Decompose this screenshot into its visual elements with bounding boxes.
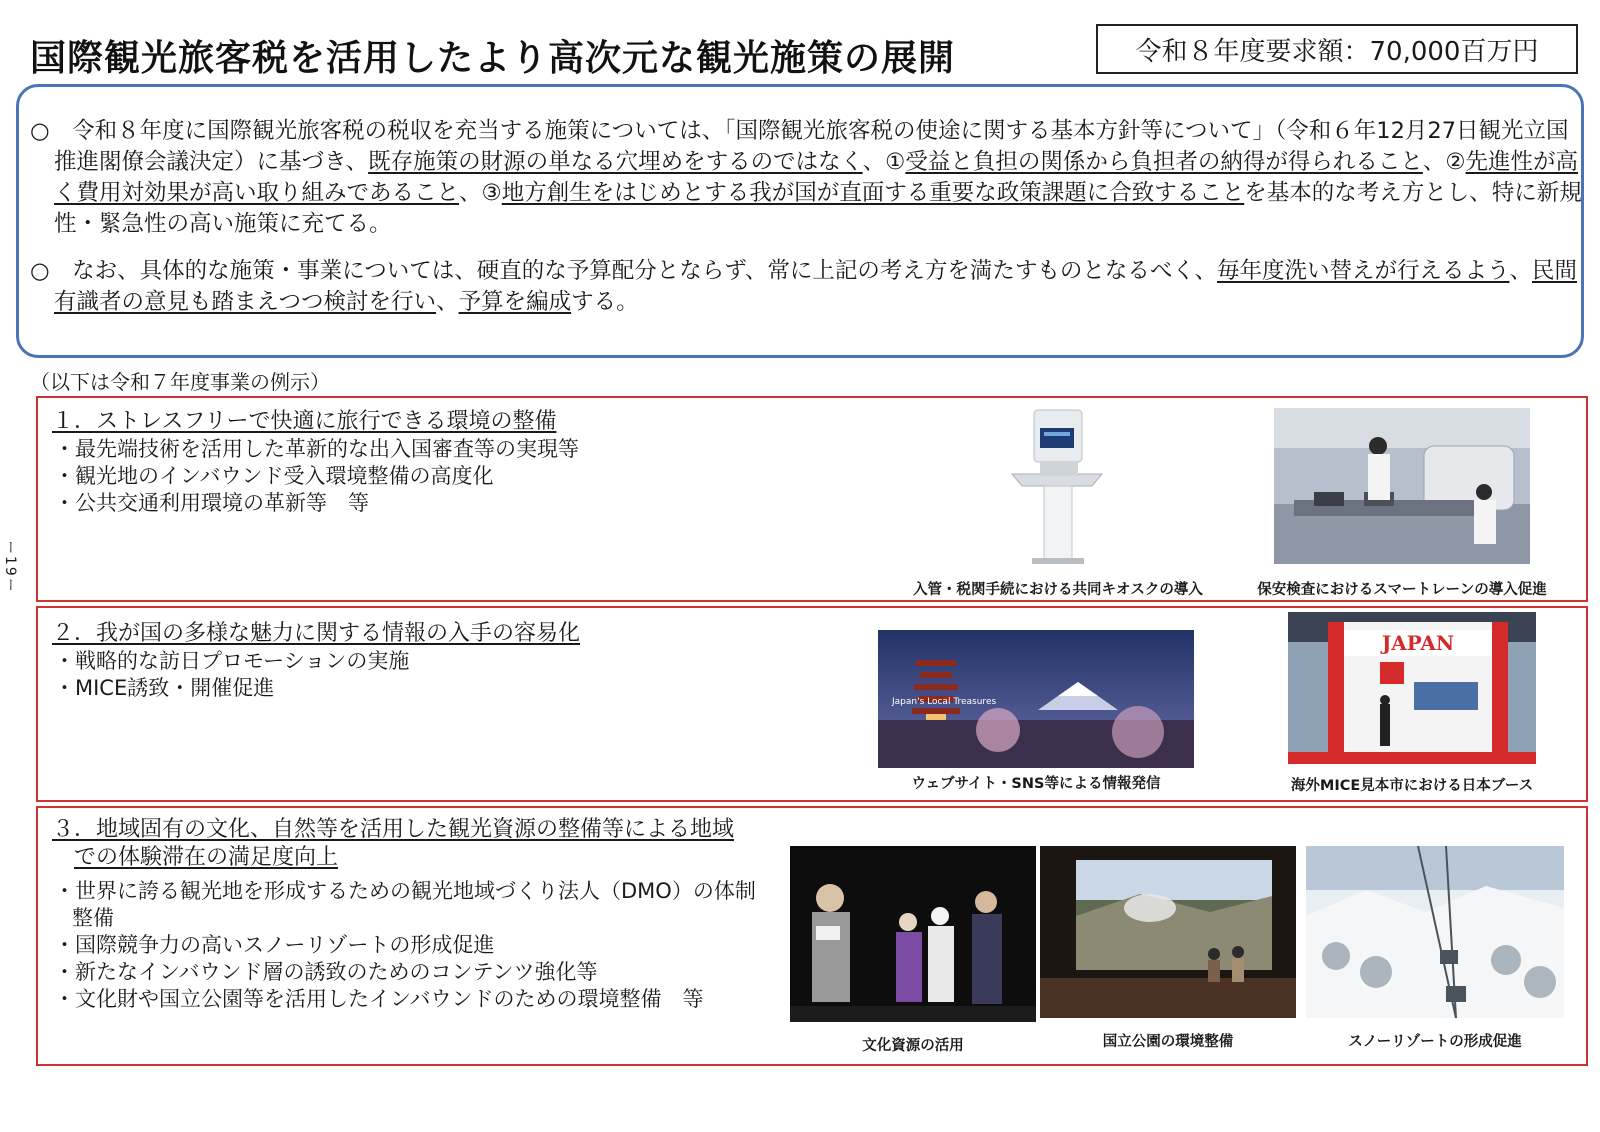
- underlined-text: 毎年度洗い替えが行えるよう: [1216, 258, 1510, 284]
- page-title: 国際観光旅客税を活用したより高次元な観光施策の展開: [30, 38, 956, 79]
- caption-snow-resort: スノーリゾートの形成促進: [1348, 1034, 1522, 1050]
- underlined-text: 既存施策の財源の単なる穴埋めをするのではなく: [368, 149, 863, 175]
- culture-image: [790, 846, 1036, 1022]
- section-2: [36, 606, 1588, 802]
- bullet-mark: ○: [30, 258, 50, 284]
- underlined-text: 先進性が高く費用対効果が高い取り組みであること: [54, 149, 1579, 206]
- list-item: ・新たなインバウンド層の誘致のためのコンテンツ強化等: [54, 960, 598, 984]
- caption-kiosk: 入管・税関手続における共同キオスクの導入: [913, 582, 1203, 598]
- budget-box: [1096, 24, 1578, 74]
- section-1-heading: １．ストレスフリーで快適に旅行できる環境の整備: [52, 409, 557, 434]
- list-item: ・最先端技術を活用した革新的な出入国審査等の実現等: [54, 437, 579, 461]
- smart-lane-image: [1274, 408, 1530, 564]
- kiosk-image: [982, 404, 1132, 568]
- section-3: [36, 806, 1588, 1066]
- mice-booth-image: [1288, 612, 1536, 764]
- underlined-text: 予算を編成: [458, 289, 572, 315]
- smart-lane-photo: [1274, 408, 1530, 564]
- underlined-text: 受益と負担の関係から負担者の納得が得られること: [905, 149, 1423, 175]
- policy-paragraph-1: ○ 令和８年度に国際観光旅客税の税収を充当する施策については、「国際観光旅客税の使途に関する基本方針等について」（令和６年12月27日観光立国推進閣僚会議決定）に基づき、既存施策の財源の単なる穴埋めをするのではなく、①受益と負担の関係から負担者の納得が得られること、②先進性が高く費用対効果が高い取り組みであること、③地方創生をはじめとする我が国が直面する重要な政策課題に合致することを基本的な考え方とし、特に新規性・緊急性の高い施策に充てる。: [30, 118, 1582, 237]
- list-item: ・戦略的な訪日プロモーションの実施: [54, 649, 410, 673]
- policy-paragraph-2: ○ なお、具体的な施策・事業については、硬直的な予算配分とならず、常に上記の考え方を満たすものとなるべく、毎年度洗い替えが行えるよう、民間有識者の意見も踏まえつつ検討を行い、予算を編成する。: [30, 258, 1578, 315]
- booth-sign-text: JAPAN: [1381, 631, 1455, 655]
- snow-resort-photo: [1306, 846, 1564, 1018]
- list-item: ・公共交通利用環境の革新等 等: [54, 491, 369, 515]
- website-photo: [878, 620, 1194, 768]
- section-2-bullets: [54, 648, 409, 702]
- list-item: ・国際競争力の高いスノーリゾートの形成促進: [54, 933, 495, 957]
- section-3-heading-line1: ３．地域固有の文化、自然等を活用した観光資源の整備等による地域: [52, 817, 735, 842]
- underlined-text: 民間有識者の意見も踏まえつつ検討を行い: [54, 258, 1578, 315]
- culture-photo: [790, 846, 1036, 1022]
- national-park-image: [1040, 846, 1296, 1018]
- list-item: ・文化財や国立公園等を活用したインバウンドのための環境整備 等: [54, 987, 704, 1011]
- caption-mice-booth: 海外MICE見本市における日本ブース: [1290, 778, 1534, 794]
- caption-website: ウェブサイト・SNS等による情報発信: [911, 776, 1161, 792]
- section-3-heading-line2: での体験滞在の満足度向上: [74, 845, 339, 870]
- mice-booth-photo: [1288, 612, 1536, 764]
- list-item: ・MICE誘致・開催促進: [54, 676, 275, 700]
- section-3-bullets: [54, 878, 774, 1013]
- bullet-mark: ○: [30, 118, 50, 144]
- caption-national-park: 国立公園の環境整備: [1102, 1034, 1234, 1050]
- examples-note: （以下は令和７年度事業の例示）: [30, 370, 330, 394]
- section-1: [36, 396, 1588, 602]
- caption-smart-lane: 保安検査におけるスマートレーンの導入促進: [1257, 582, 1547, 598]
- website-image: [878, 620, 1194, 768]
- list-item: ・世界に誇る観光地を形成するための観光地域づくり法人（DMO）の体制整備: [54, 879, 756, 930]
- underlined-text: 地方創生をはじめとする我が国が直面する重要な政策課題に合致すること: [501, 180, 1245, 206]
- list-item: ・観光地のインバウンド受入環境整備の高度化: [54, 464, 494, 488]
- budget-amount: 令和８年度要求額：70,000百万円: [1135, 36, 1539, 67]
- page-number: ー19ー: [2, 540, 18, 594]
- caption-culture: 文化資源の活用: [862, 1038, 964, 1054]
- kiosk-photo: [982, 404, 1132, 568]
- section-2-heading: ２．我が国の多様な魅力に関する情報の入手の容易化: [52, 621, 581, 646]
- national-park-photo: [1040, 846, 1296, 1018]
- snow-resort-image: [1306, 846, 1564, 1018]
- website-banner-text: Japan's Local Treasures: [892, 697, 997, 707]
- section-1-bullets: [54, 436, 579, 517]
